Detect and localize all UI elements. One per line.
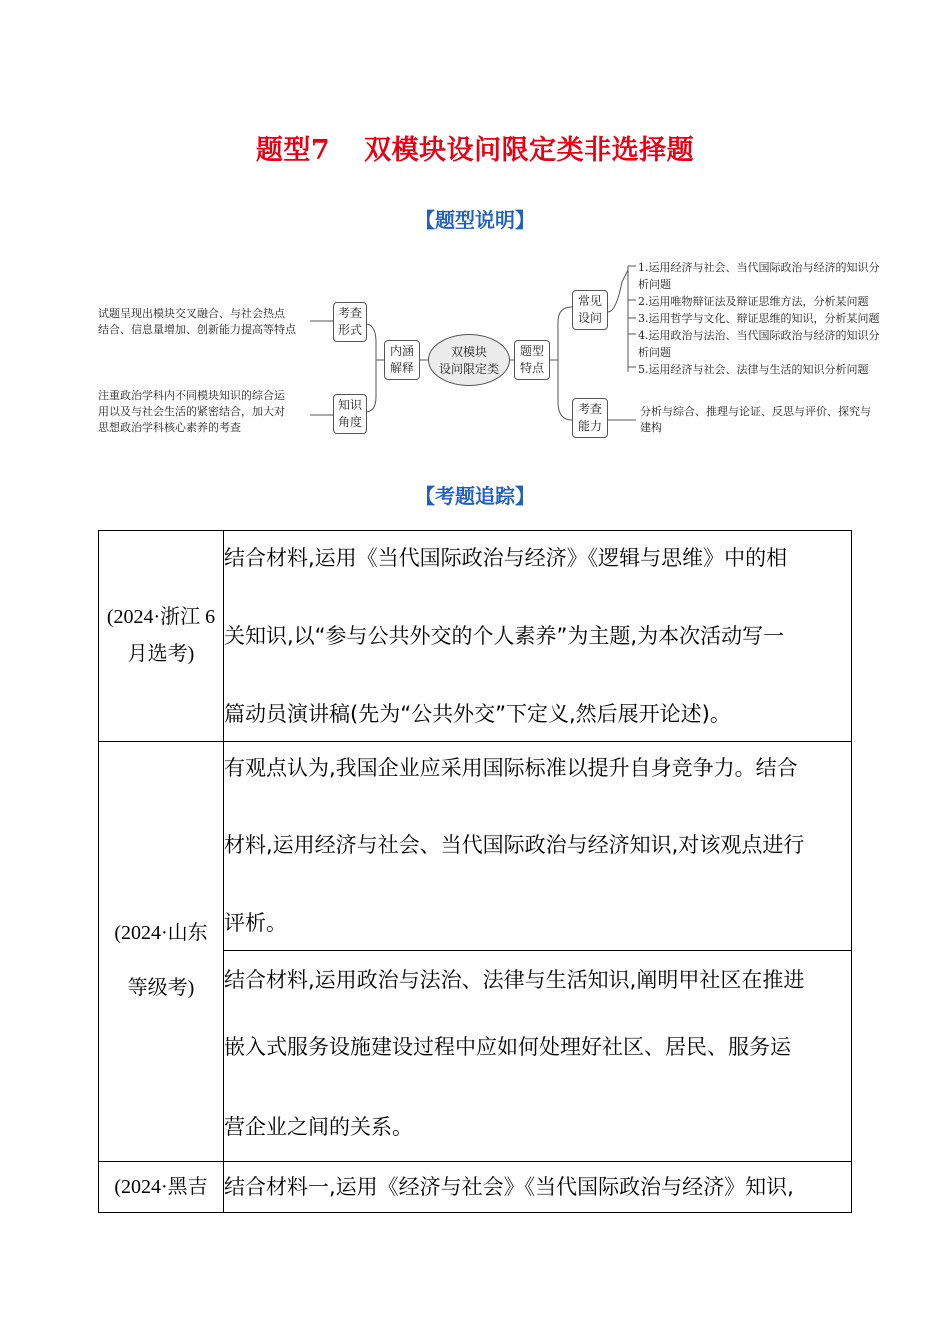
center-node-line: 设问限定类 [438, 362, 499, 376]
question-cell [224, 951, 852, 1162]
source-line: (2024·浙江 6 [106, 606, 216, 628]
table-row [99, 1162, 852, 1213]
feature-node-line: 特点 [519, 361, 544, 375]
source-line: (2024·山东 [114, 922, 208, 944]
common-item: 析问题 [638, 278, 671, 291]
question-line: 关知识,以“参与公共外交的个人素养”为主题,为本次活动写一 [224, 624, 785, 648]
question-line: 结合材料,运用政治与法治、法律与生活知识,阐明甲社区在推进 [224, 968, 805, 992]
title-prefix: 题型 [255, 135, 311, 166]
question-line: 结合材料,运用《当代国际政治与经济》《逻辑与思维》中的相 [224, 546, 788, 570]
source-cell [99, 531, 224, 742]
form-description [98, 306, 318, 338]
question-line: 篇动员演讲稿(先为“公共外交”下定义,然后展开论述)。 [224, 702, 731, 726]
ability-node [572, 398, 608, 438]
knowledge-node-line: 知识 [337, 398, 362, 412]
ability-node-line: 能力 [577, 419, 602, 433]
center-node [428, 334, 510, 386]
form-text-line: 试题呈现出模块交叉融合、与社会热点 [98, 307, 285, 320]
knowledge-node [333, 394, 367, 434]
common-question-list [638, 259, 898, 378]
knowledge-node-line: 角度 [337, 415, 362, 429]
feature-node [514, 340, 550, 380]
center-node-line: 双模块 [450, 345, 487, 359]
question-line: 有观点认为,我国企业应采用国际标准以提升自身竞争力。结合 [224, 756, 798, 780]
common-node-line: 常见 [577, 294, 602, 308]
common-item: 4.运用政治与法治、当代国际政治与经济的知识分 [638, 329, 880, 342]
page-title [0, 128, 950, 167]
question-line: 评析。 [224, 911, 287, 935]
source-line: 等级考) [127, 977, 195, 999]
form-node-line: 形式 [337, 323, 362, 337]
question-cell [224, 1162, 852, 1213]
question-cell [224, 531, 852, 742]
source-cell [99, 1162, 224, 1213]
common-item: 3.运用哲学与文化、辩证思维的知识，分析某问题 [638, 312, 880, 325]
knowledge-text-line: 注重政治学科内不同模块知识的综合运 [98, 389, 285, 402]
knowledge-description [98, 388, 318, 436]
ability-text-line: 建构 [640, 421, 662, 434]
title-text: 双模块设问限定类非选择题 [364, 135, 695, 166]
ability-description [640, 404, 895, 436]
table-row [99, 742, 852, 951]
meaning-node-line: 内涵 [389, 344, 414, 358]
feature-node-line: 题型 [519, 344, 544, 358]
question-line: 营企业之间的关系。 [224, 1115, 413, 1139]
common-item: 1.运用经济与社会、当代国际政治与经济的知识分 [638, 261, 880, 274]
table-row [99, 531, 852, 742]
meaning-node-line: 解释 [389, 361, 414, 375]
question-line: 材料,运用经济与社会、当代国际政治与经济知识,对该观点进行 [224, 833, 805, 857]
form-node-line: 考查 [337, 306, 362, 320]
source-line: 月选考) [127, 643, 195, 665]
section-heading-explanation: 【题型说明】 [415, 208, 535, 232]
common-node-line: 设问 [577, 311, 602, 325]
source-line: (2024·黑吉 [114, 1175, 208, 1198]
mind-map [88, 252, 898, 447]
question-line: 嵌入式服务设施建设过程中应如何处理好社区、居民、服务运 [224, 1035, 791, 1059]
question-cell [224, 742, 852, 951]
section-heading-tracking: 【考题追踪】 [415, 484, 535, 508]
meaning-node [384, 340, 420, 380]
form-node [333, 302, 367, 342]
ability-node-line: 考查 [577, 402, 602, 416]
form-text-line: 结合、信息量增加、创新能力提高等特点 [98, 323, 296, 336]
question-table [98, 530, 852, 1213]
common-item: 5.运用经济与社会、法律与生活的知识分析问题 [638, 363, 869, 376]
source-cell [99, 742, 224, 1162]
question-line: 结合材料一,运用《经济与社会》《当代国际政治与经济》知识, [224, 1175, 794, 1199]
common-item: 2.运用唯物辩证法及辩证思维方法，分析某问题 [638, 295, 869, 308]
common-question-node [572, 290, 608, 330]
knowledge-text-line: 用以及与社会生活的紧密结合，加大对 [98, 405, 285, 418]
common-item: 析问题 [638, 346, 671, 359]
title-number: 7 [310, 135, 331, 166]
ability-text-line: 分析与综合、推理与论证、反思与评价、探究与 [640, 405, 871, 418]
knowledge-text-line: 思想政治学科核心素养的考查 [98, 421, 241, 434]
